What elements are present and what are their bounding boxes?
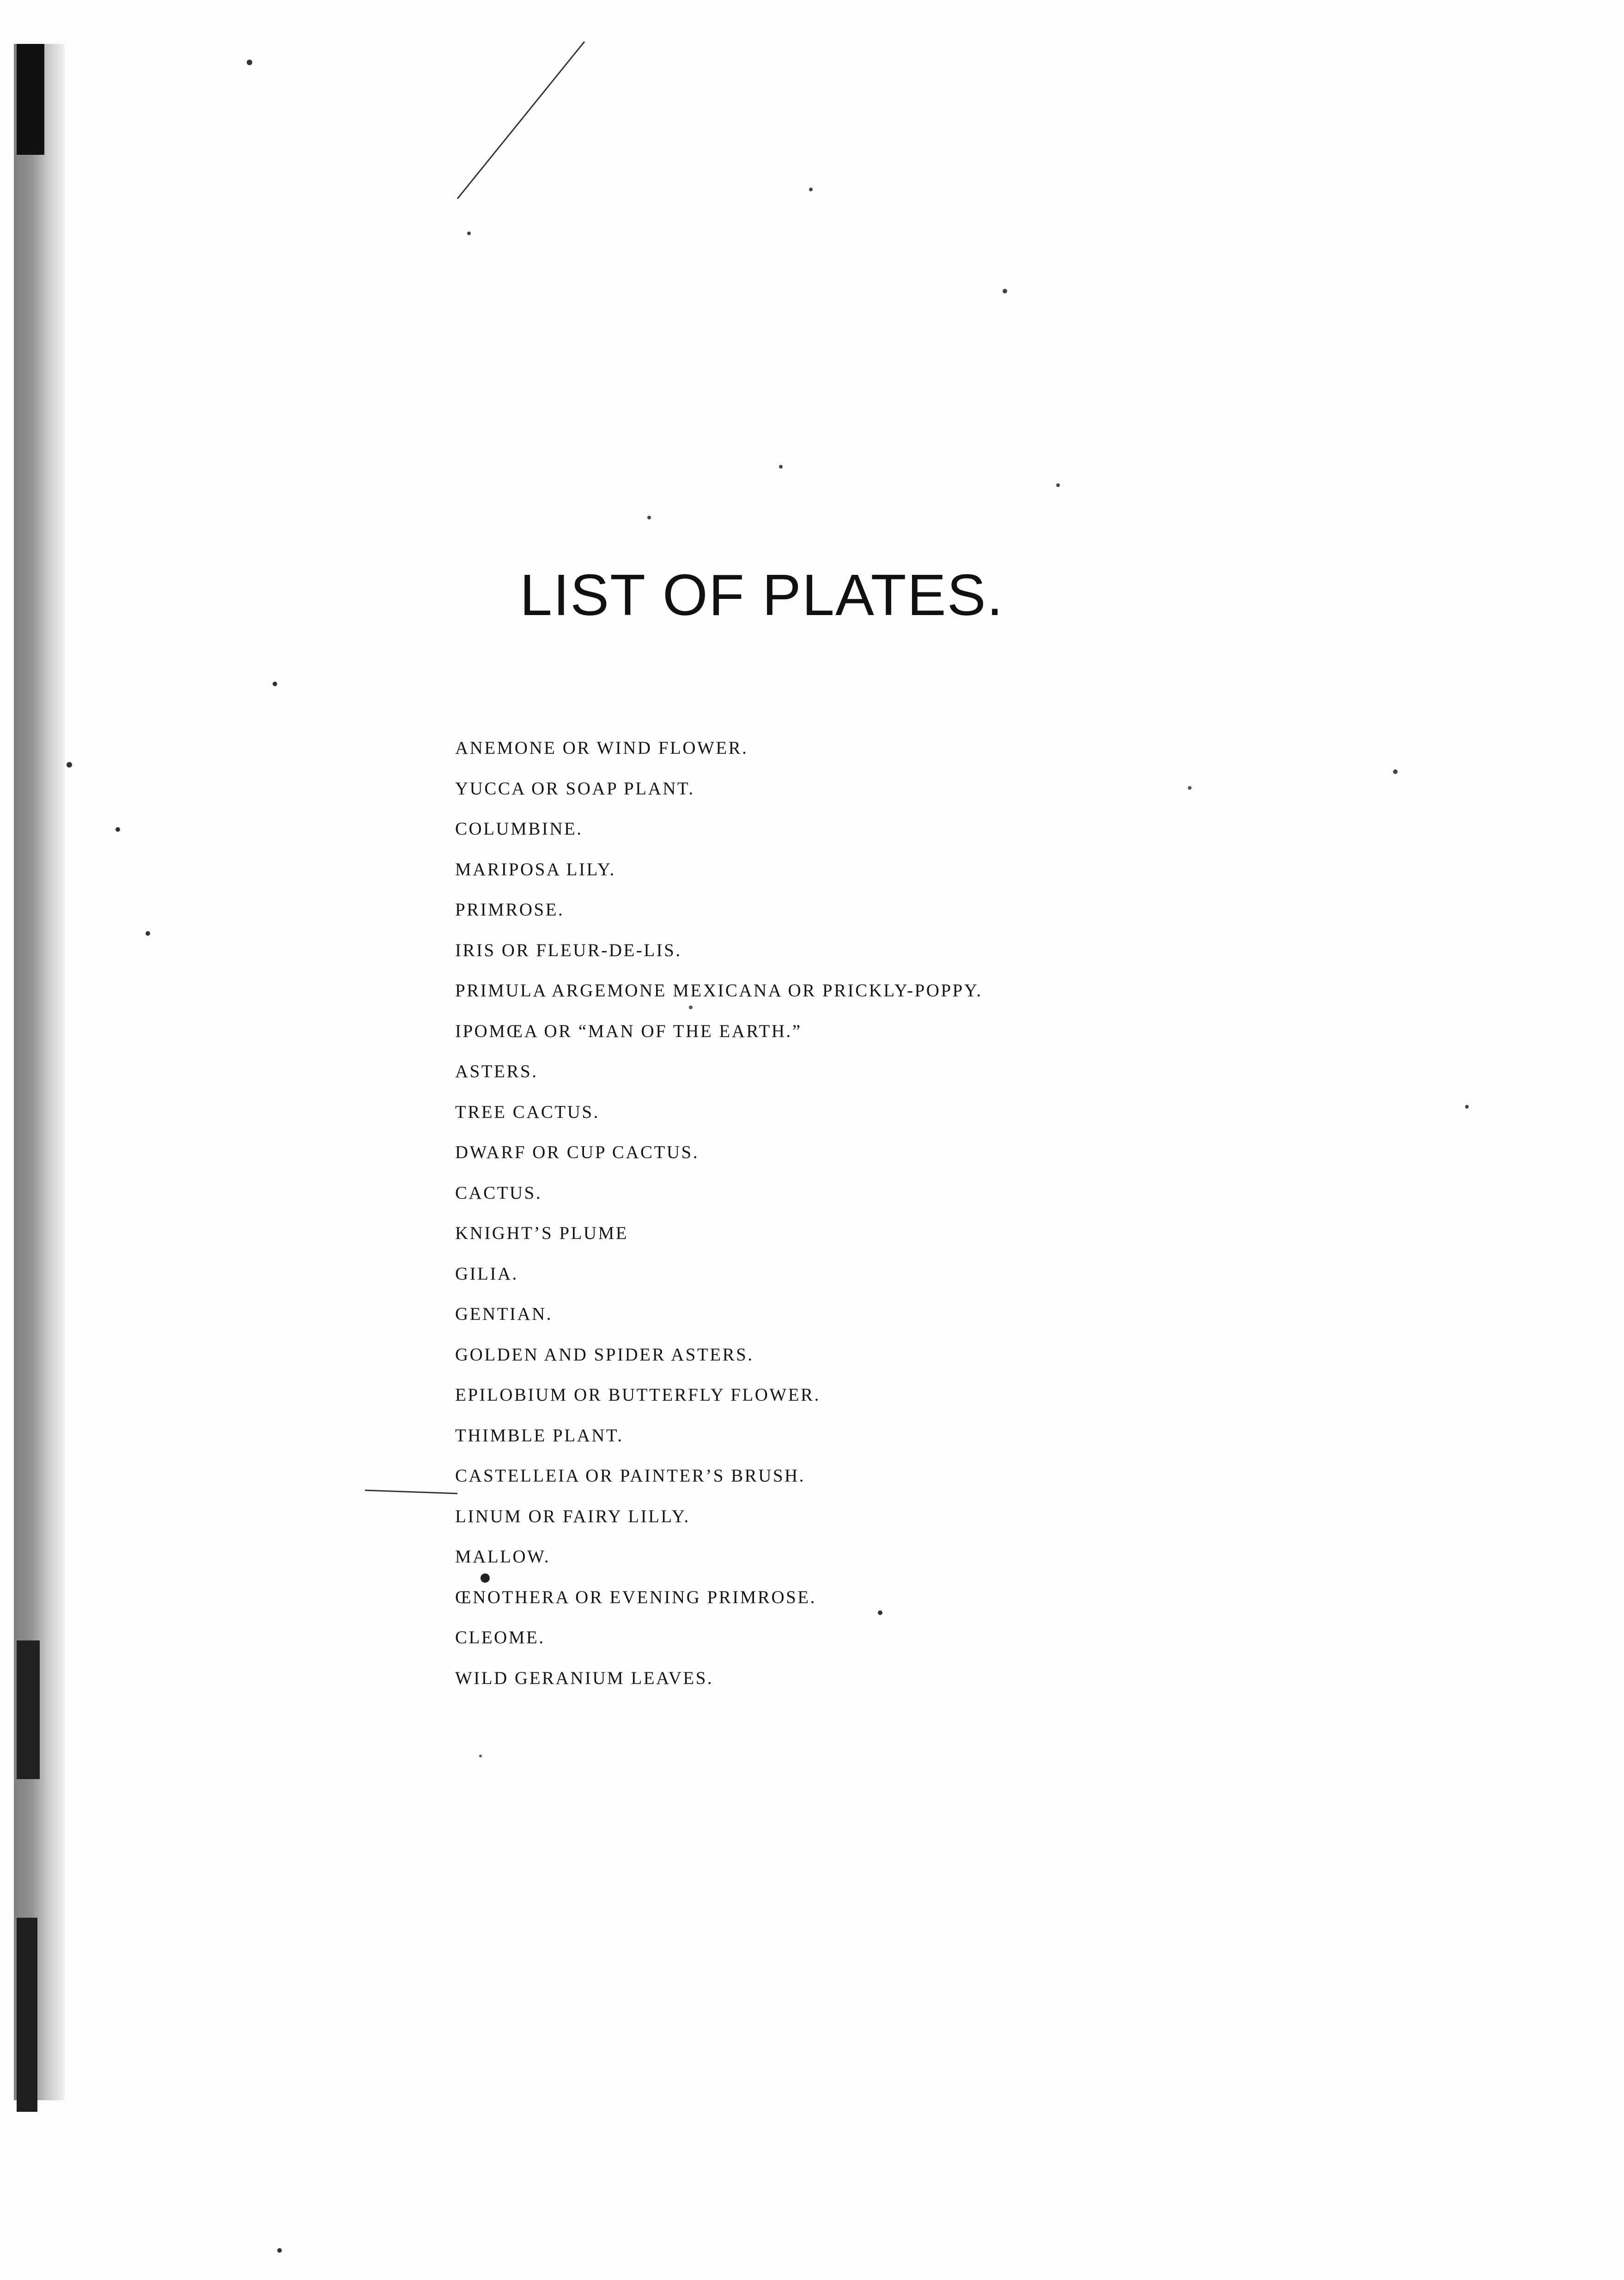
plate-list-item: EPILOBIUM OR BUTTERFLY FLOWER. bbox=[455, 1385, 821, 1405]
plate-list-item: MARIPOSA LILY. bbox=[455, 859, 616, 879]
plate-list-item: CLEOME. bbox=[455, 1628, 545, 1647]
plate-list-item: ŒNOTHERA OR EVENING PRIMROSE. bbox=[455, 1587, 816, 1607]
speck bbox=[1003, 289, 1007, 293]
speck bbox=[146, 931, 150, 936]
plate-list-item: CACTUS. bbox=[455, 1183, 542, 1203]
plate-list-item: ASTERS. bbox=[455, 1061, 538, 1081]
plate-list-item: LINUM OR FAIRY LILLY. bbox=[455, 1506, 690, 1526]
speck bbox=[647, 516, 651, 519]
speck bbox=[277, 2248, 282, 2253]
plate-list-item: ANEMONE OR WIND FLOWER. bbox=[455, 738, 748, 758]
plate-list-item: WILD GERANIUM LEAVES. bbox=[455, 1668, 714, 1688]
plate-list-item: COLUMBINE. bbox=[455, 819, 583, 839]
plate-list-item: MALLOW. bbox=[455, 1547, 551, 1567]
plate-list-item: KNIGHT’S PLUME bbox=[455, 1223, 629, 1243]
speck bbox=[67, 762, 72, 768]
pencil-stroke bbox=[365, 1490, 457, 1494]
plate-list-item: GILIA. bbox=[455, 1263, 518, 1284]
speck bbox=[809, 188, 813, 191]
speck bbox=[467, 232, 471, 235]
plate-list-item: PRIMROSE. bbox=[455, 900, 565, 920]
speck bbox=[1056, 483, 1060, 487]
plate-list-item: IRIS OR FLEUR-DE-LIS. bbox=[455, 940, 682, 960]
speck bbox=[479, 1755, 482, 1757]
plate-list-item: THIMBLE PLANT. bbox=[455, 1425, 624, 1445]
plate-list-item: IPOMŒA OR “MAN OF THE EARTH.” bbox=[455, 1021, 802, 1041]
page-title: LIST OF PLATES. bbox=[520, 562, 1004, 628]
plate-list-item: GENTIAN. bbox=[455, 1304, 553, 1324]
speck bbox=[1465, 1105, 1469, 1109]
speck bbox=[1188, 786, 1192, 790]
plate-list bbox=[455, 728, 1102, 1698]
pencil-stroke bbox=[457, 42, 584, 199]
plate-list-item: DWARF OR CUP CACTUS. bbox=[455, 1142, 699, 1162]
plate-list-item: TREE CACTUS. bbox=[455, 1102, 600, 1122]
plate-list-item: PRIMULA ARGEMONE MEXICANA OR PRICKLY-POPPY. bbox=[455, 981, 983, 1000]
speck bbox=[779, 465, 783, 469]
speck bbox=[116, 827, 120, 832]
plate-list-item: GOLDEN AND SPIDER ASTERS. bbox=[455, 1344, 754, 1365]
speck bbox=[1393, 769, 1398, 774]
speck bbox=[273, 682, 277, 686]
plate-list-item: CASTELLEIA OR PAINTER’S BRUSH. bbox=[455, 1466, 805, 1486]
plate-list-item: YUCCA OR SOAP PLANT. bbox=[455, 778, 695, 799]
speck bbox=[247, 60, 252, 65]
